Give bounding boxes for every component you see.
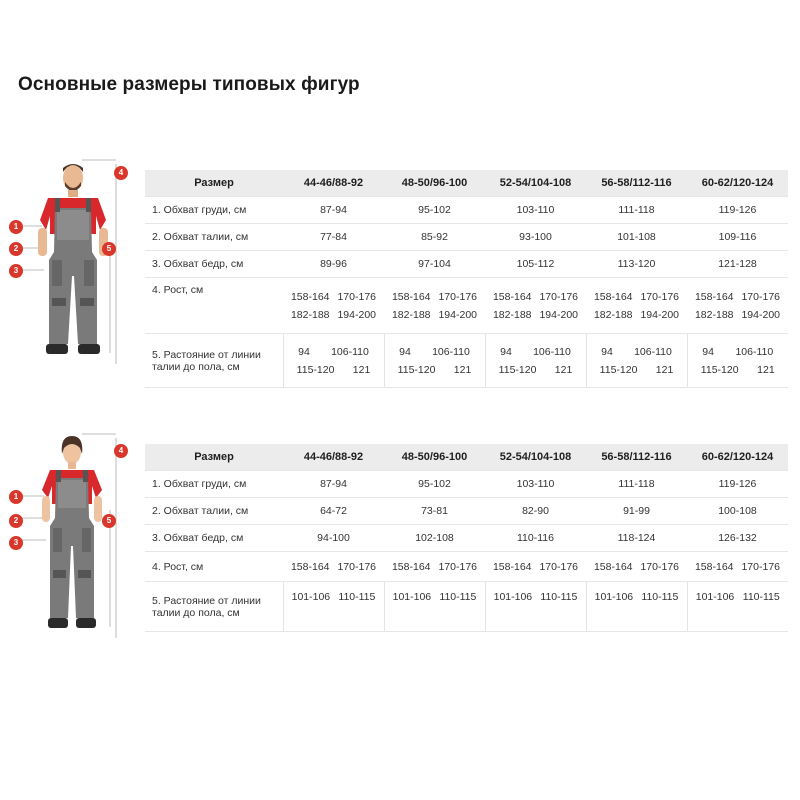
header-cell: 44-46/88-92: [283, 170, 384, 197]
cell-value: 115-120: [296, 363, 335, 376]
marker-1-icon: 1: [9, 220, 23, 234]
cell-value: 158-164: [290, 290, 330, 303]
header-cell: 56-58/112-116: [586, 170, 687, 197]
header-cell: 48-50/96-100: [384, 444, 485, 471]
table-cell: [283, 334, 384, 388]
cell-value: 121: [655, 363, 674, 376]
header-cell: Размер: [145, 444, 283, 471]
table-cell: 111-118: [586, 471, 687, 498]
table-row: [145, 552, 788, 582]
row-label: 4. Рост, см: [145, 278, 283, 334]
table-row: [145, 278, 788, 334]
table-cell: 95-102: [384, 471, 485, 498]
table-cell: 111-118: [586, 197, 687, 224]
cell-value: 194-200: [640, 308, 680, 321]
table-cell: 91-99: [586, 498, 687, 525]
table-cell: 118-124: [586, 525, 687, 552]
table-cell: 121-128: [687, 251, 788, 278]
cell-value: 94: [601, 345, 613, 358]
header-cell: 52-54/104-108: [485, 170, 586, 197]
cell-value: 115-120: [599, 363, 638, 376]
table-cell: 85-92: [384, 224, 485, 251]
cell-value: 194-200: [539, 308, 579, 321]
table-cell: 73-81: [384, 498, 485, 525]
page-title: Основные размеры типовых фигур: [18, 74, 360, 95]
cell-value: 158-164: [492, 560, 532, 573]
cell-value: 110-115: [641, 591, 679, 603]
women-table: [145, 444, 788, 632]
table-cell: [384, 278, 485, 334]
cell-value: 110-115: [338, 591, 376, 603]
cell-value: 170-176: [539, 560, 579, 573]
header-cell: 56-58/112-116: [586, 444, 687, 471]
cell-value: 106-110: [533, 345, 571, 358]
cell-value: 121: [554, 363, 573, 376]
table-cell: 103-110: [485, 197, 586, 224]
cell-value: 194-200: [438, 308, 478, 321]
row-label: 5. Растояние от линии талии до пола, см: [145, 582, 283, 632]
cell-value: 170-176: [539, 290, 579, 303]
marker-2-icon: 2: [9, 242, 23, 256]
table-cell: [687, 278, 788, 334]
cell-value: 94: [500, 345, 512, 358]
table-cell: [384, 334, 485, 388]
cell-value: 170-176: [640, 290, 680, 303]
cell-value: 121: [757, 363, 775, 376]
table-cell: [485, 582, 586, 632]
cell-value: 110-115: [540, 591, 578, 603]
table-cell: 101-108: [586, 224, 687, 251]
marker-3-icon: 3: [9, 536, 23, 550]
table-cell: 109-116: [687, 224, 788, 251]
cell-value: 182-188: [694, 308, 734, 321]
cell-value: 115-120: [498, 363, 537, 376]
table-cell: [485, 334, 586, 388]
table-cell: 102-108: [384, 525, 485, 552]
cell-value: 170-176: [741, 290, 781, 303]
cell-value: 94: [702, 345, 714, 358]
men-table: [145, 170, 788, 388]
table-cell: 97-104: [384, 251, 485, 278]
cell-value: 106-110: [432, 345, 470, 358]
cell-value: 182-188: [492, 308, 532, 321]
table-row: [145, 525, 788, 552]
cell-value: 158-164: [290, 560, 330, 573]
woman-figure: [0, 422, 140, 662]
table-row: [145, 498, 788, 525]
table-cell: 110-116: [485, 525, 586, 552]
men-size-table: [145, 170, 788, 388]
table-cell: [586, 278, 687, 334]
table-cell: 95-102: [384, 197, 485, 224]
table-header-row: [145, 170, 788, 197]
table-cell: [283, 552, 384, 582]
table-cell: [485, 278, 586, 334]
cell-value: 170-176: [337, 560, 377, 573]
table-cell: [687, 552, 788, 582]
cell-value: 106-110: [634, 345, 672, 358]
table-cell: 119-126: [687, 197, 788, 224]
cell-value: 121: [453, 363, 472, 376]
cell-value: 158-164: [391, 290, 431, 303]
row-label: 5. Растояние от линии талии до пола, см: [145, 334, 283, 388]
cell-value: 170-176: [438, 560, 478, 573]
header-cell: 48-50/96-100: [384, 170, 485, 197]
table-cell: 77-84: [283, 224, 384, 251]
cell-value: 158-164: [593, 290, 633, 303]
table-cell: [283, 582, 384, 632]
table-cell: 126-132: [687, 525, 788, 552]
cell-value: 110-115: [742, 591, 780, 603]
row-label: 2. Обхват талии, см: [145, 498, 283, 525]
header-cell: Размер: [145, 170, 283, 197]
row-label: 4. Рост, см: [145, 552, 283, 582]
table-cell: 119-126: [687, 471, 788, 498]
table-cell: [283, 278, 384, 334]
table-cell: 113-120: [586, 251, 687, 278]
cell-value: 194-200: [741, 308, 781, 321]
cell-value: 194-200: [337, 308, 377, 321]
table-row: [145, 471, 788, 498]
women-size-table: [145, 444, 788, 632]
table-row: [145, 224, 788, 251]
cell-value: 170-176: [741, 560, 781, 573]
cell-value: 182-188: [593, 308, 633, 321]
cell-value: 170-176: [337, 290, 377, 303]
cell-value: 158-164: [593, 560, 633, 573]
cell-value: 121: [352, 363, 371, 376]
cell-value: 106-110: [735, 345, 774, 358]
cell-value: 170-176: [438, 290, 478, 303]
header-cell: 52-54/104-108: [485, 444, 586, 471]
cell-value: 182-188: [391, 308, 431, 321]
cell-value: 158-164: [492, 290, 532, 303]
table-cell: 87-94: [283, 471, 384, 498]
cell-value: 158-164: [391, 560, 431, 573]
table-cell: [384, 552, 485, 582]
table-cell: 93-100: [485, 224, 586, 251]
header-cell: 60-62/120-124: [687, 170, 788, 197]
table-cell: 82-90: [485, 498, 586, 525]
marker-3-icon: 3: [9, 264, 23, 278]
man-figure: [0, 148, 140, 388]
table-cell: 64-72: [283, 498, 384, 525]
marker-4-icon: 4: [114, 166, 128, 180]
cell-value: 101-106: [291, 591, 331, 603]
marker-1-icon: 1: [9, 490, 23, 504]
cell-value: 101-106: [493, 591, 533, 603]
header-cell: 60-62/120-124: [687, 444, 788, 471]
table-cell: [485, 552, 586, 582]
row-label: 1. Обхват груди, см: [145, 197, 283, 224]
row-label: 3. Обхват бедр, см: [145, 251, 283, 278]
cell-value: 182-188: [290, 308, 330, 321]
table-cell: [687, 582, 788, 632]
table-cell: [687, 334, 788, 388]
table-cell: [586, 334, 687, 388]
table-row: [145, 197, 788, 224]
cell-value: 94: [298, 345, 310, 358]
table-cell: 94-100: [283, 525, 384, 552]
row-label: 1. Обхват груди, см: [145, 471, 283, 498]
cell-value: 170-176: [640, 560, 680, 573]
cell-value: 115-120: [397, 363, 436, 376]
table-row: [145, 582, 788, 632]
marker-4-icon: 4: [114, 444, 128, 458]
row-label: 2. Обхват талии, см: [145, 224, 283, 251]
cell-value: 101-106: [392, 591, 432, 603]
header-cell: 44-46/88-92: [283, 444, 384, 471]
table-cell: 100-108: [687, 498, 788, 525]
cell-value: 94: [399, 345, 411, 358]
marker-2-icon: 2: [9, 514, 23, 528]
table-cell: [384, 582, 485, 632]
cell-value: 101-106: [695, 591, 735, 603]
table-cell: 103-110: [485, 471, 586, 498]
table-cell: 105-112: [485, 251, 586, 278]
marker-5-icon: 5: [102, 514, 116, 528]
table-cell: 87-94: [283, 197, 384, 224]
table-row: [145, 334, 788, 388]
table-cell: 89-96: [283, 251, 384, 278]
cell-value: 106-110: [331, 345, 369, 358]
table-cell: [586, 582, 687, 632]
marker-5-icon: 5: [102, 242, 116, 256]
table-row: [145, 251, 788, 278]
cell-value: 115-120: [700, 363, 739, 376]
table-cell: [586, 552, 687, 582]
cell-value: 110-115: [439, 591, 477, 603]
row-label: 3. Обхват бедр, см: [145, 525, 283, 552]
table-header-row: [145, 444, 788, 471]
cell-value: 158-164: [694, 290, 734, 303]
cell-value: 101-106: [594, 591, 634, 603]
cell-value: 158-164: [694, 560, 734, 573]
